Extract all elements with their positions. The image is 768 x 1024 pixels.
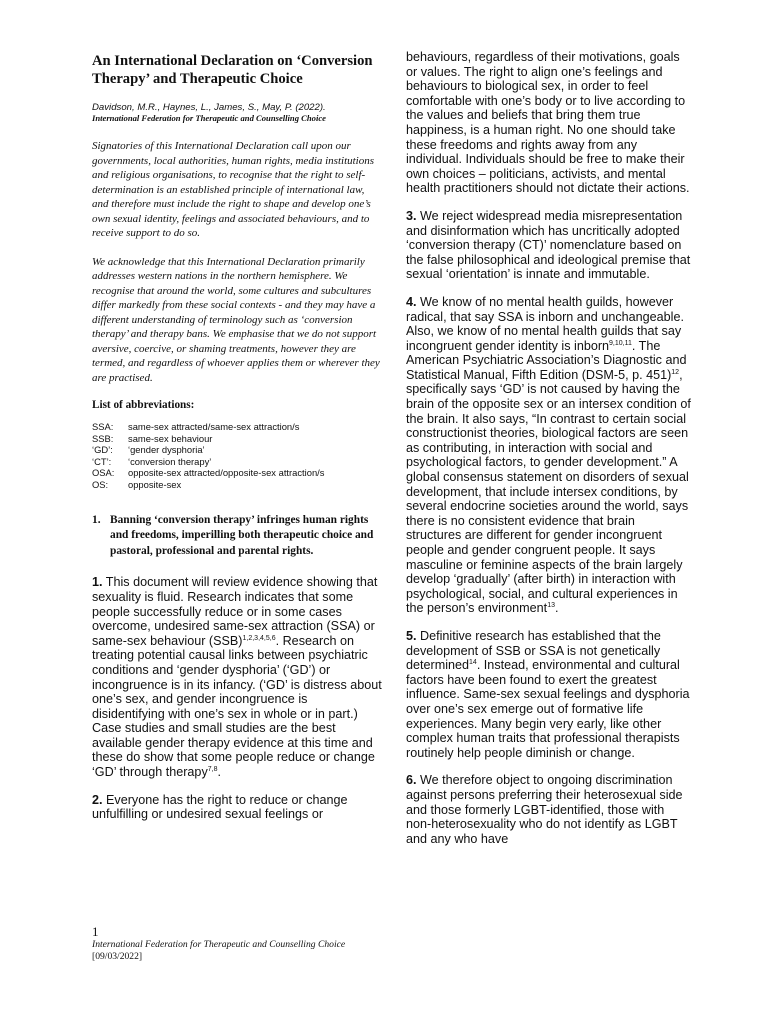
paragraph-5: 5. Definitive research has established that the development of SSB or SSA is not genetically determined$^{14}$. Instead, environmental and cultural factors have been found to exert the greatest influence. Same-sex sexual feelings and dysphoria over one’s sex emerge out of formative life experiences. Many begin very early, like other complex human traits that professional therapists routinely help people diminish or change. — [406, 628, 690, 760]
intro-paragraph-1: Signatories of this International Declaration call upon our governments, local authorities, human rights, media institutions and religious organisations, to recognise that the right to self-determination is an established principle of international law, and therefore must include the right to shape and develop one’s own sexual identity, feelings and associated behaviours, and to receive support to do so. — [92, 140, 375, 239]
abbreviation-item: OSA: opposite-sex attracted/opposite-sex attraction/s — [92, 467, 325, 479]
authors-citation: Davidson, M.R., Haynes, L., James, S., May, P. (2022). — [92, 102, 326, 113]
left-column — [92, 50, 382, 835]
paragraph-2-start: 2. Everyone has the right to reduce or change unfulfilling or undesired sexual feelings or — [92, 792, 348, 822]
paragraph-6: 6. We therefore object to ongoing discrimination against persons preferring their heterosexual side and those formerly LGBT-identified, those with non-heterosexuality who do not identify as LGBT and any who have — [406, 773, 683, 846]
abbreviation-item: ‘GD’: ‘gender dysphoria’ — [92, 444, 205, 456]
page-number: 1 — [92, 924, 99, 939]
footer-date: [09/03/2022] — [92, 951, 143, 962]
section-1-heading — [92, 513, 382, 560]
right-column — [406, 50, 692, 859]
paragraph-3: 3. We reject widespread media misrepresentation and disinformation which has uncritically adopted ‘conversion therapy (CT)’ nomenclature based on the false philosophical and ideological premise that sexual ‘orientation’ is innate and immutable. — [406, 208, 691, 282]
organization-name: International Federation for Therapeutic and Counselling Choice — [92, 113, 326, 123]
paragraph-2-continued: behaviours, regardless of their motivations, goals or values. The right to align one’s feelings and behaviours to biological sex, in order to feel comfortable with one’s body or to live according to the values and beliefs that bring them true happiness, is a human right. No one should take these freedoms and rights away from any individual. Individuals should be free to make their own choices – politicians, activists, and mental health practitioners should not dictate their actions. — [406, 50, 690, 196]
paragraph-4: 4. We know of no mental health guilds, however radical, that say SSA is inborn and unchangeable. Also, we know of no mental health guilds that say incongruent gender identity is inborn$^{9,10,11}$. The American Psychiatric Association’s Diagnostic and Statistical Manual, Fifth Edition (DSM-5, p. 451)$^{12}$, specifically says ‘GD’ is not caused by having the brain of the opposite sex or an intersex condition of the brain. It also says, “In contrast to certain social constructionist theories, biological factors are seen as contributing, in interaction with social and psychological factors, to gender development.” A global consensus statement on disorders of sexual development, that include intersex conditions, by several endocrine societies around the world, says there is no consistent evidence that brain structures are different for gender incongruent people and gender congruent people. It says masculine or feminine aspects of the brain largely develop ‘gradually’ (after birth) in interaction with psychological, social, and cultural experiences in the person’s environment$^{13}$. — [406, 294, 691, 616]
page-footer — [92, 925, 392, 963]
abbreviation-item: SSB: same-sex behaviour — [92, 432, 213, 444]
abbreviations-heading: List of abbreviations: — [92, 399, 195, 411]
intro-paragraph-2: We acknowledge that this International Declaration primarily addresses western nations in the northern hemisphere. We recognise that around the world, some cultures and subcultures differ markedly from these social contexts - and they may have a different understanding of terminology such as ‘conversion therapy’ and therapy bans. We emphasise that we do not support aversive, coercive, or shaming treatments, however they are termed, and regardless of whoever applies them or wherever they are practised. — [92, 255, 380, 384]
document-title: An International Declaration on ‘Conversion Therapy’ and Therapeutic Choice — [92, 53, 373, 87]
abbreviation-item: SSA: same-sex attracted/same-sex attraction/s — [92, 421, 300, 432]
footer-organization: International Federation for Therapeutic and Counselling Choice — [92, 939, 346, 950]
abbreviations-list — [92, 421, 382, 491]
abbreviation-item: OS: opposite-sex — [92, 478, 182, 490]
abbreviation-item: ‘CT’: ‘conversion therapy’ — [92, 455, 212, 467]
section-heading-text: Banning ‘conversion therapy’ infringes human rights and freedoms, imperilling both therapeutic choice and pastoral, professional and parental rights. — [110, 513, 374, 557]
paragraph-1: 1. This document will review evidence showing that sexuality is fluid. Research indicates that some people successfully reduce or in some cases overcome, undesired same-sex attraction (SSA) or same-sex behaviour (SSB)$^{1,2,3,4,5,6}$. Research on treating potential causal links between psychiatric conditions and ‘gender dysphoria’ (‘GD’) or incongruence is in its infancy. (‘GD’ is distress about one’s sex, and gender incongruence is disidentifying with one’s sex in whole or in part.) Case studies and small studies are the best available gender therapy evidence at this time and these do show that some people reduce or change ‘GD’ through therapy$^{7,8}$. — [92, 575, 382, 780]
section-number: 1. — [92, 513, 101, 526]
